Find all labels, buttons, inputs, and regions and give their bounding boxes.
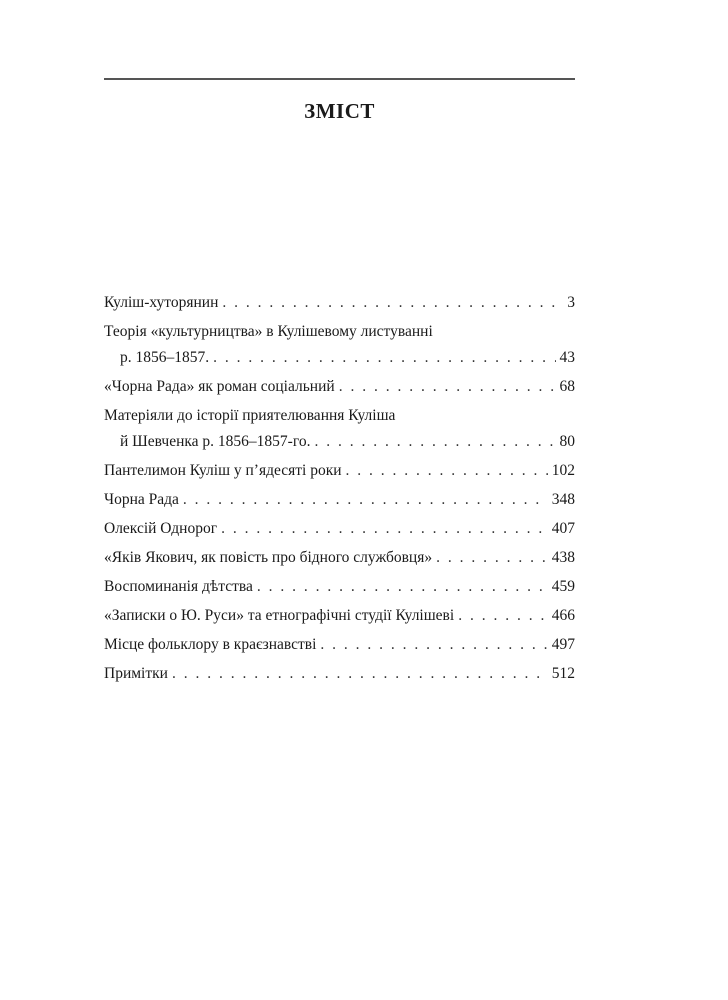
- toc-entry: [104, 545, 575, 571]
- toc-entry: [104, 403, 575, 455]
- toc-entry-title: Олексій Однорог: [104, 520, 218, 537]
- toc-line: [104, 458, 575, 484]
- toc-page-number: 512: [551, 665, 575, 682]
- toc-entry-title: «Яків Якович, як повість про бідного службовця»: [104, 549, 433, 566]
- toc-line: [104, 374, 575, 400]
- dot-leader: [213, 345, 555, 371]
- toc-line: [104, 632, 575, 658]
- toc-line: [104, 487, 575, 513]
- toc-page-number: 466: [551, 607, 575, 624]
- dot-leader: [458, 603, 548, 629]
- page-title: ЗМІСТ: [304, 99, 375, 123]
- toc-page-number: 68: [559, 378, 575, 395]
- toc-entry-title: Примітки: [104, 665, 168, 682]
- toc-entry-title: «Записки о Ю. Руси» та етнографічні студії Кулішеві: [104, 607, 455, 624]
- toc-entry-title: Куліш-хуторянин: [104, 294, 219, 311]
- toc-entry: [104, 661, 575, 687]
- toc-line: [104, 574, 575, 600]
- toc-entry-title: Місце фольклору в краєзнавстві: [104, 636, 317, 653]
- toc-page-number: 43: [559, 349, 575, 366]
- toc-entry-title: Матеріяли до історії приятелювання Куліша: [104, 407, 396, 424]
- toc-page-number: 497: [551, 636, 575, 653]
- dot-leader: [172, 661, 548, 687]
- toc-entry-title: Пантелимон Куліш у п’ядесяті роки: [104, 462, 342, 479]
- toc-entry-title: Воспоминанія дѣтства: [104, 578, 253, 595]
- toc-page-number: 348: [551, 491, 575, 508]
- toc-line: [104, 603, 575, 629]
- toc-line: [104, 403, 575, 429]
- dot-leader: [314, 429, 555, 455]
- toc-entry: [104, 487, 575, 513]
- toc-entry: [104, 516, 575, 542]
- table-of-contents: [104, 290, 575, 690]
- toc-entry-title-cont: р. 1856–1857.: [120, 349, 210, 366]
- toc-page-number: 3: [567, 294, 575, 311]
- toc-entry: [104, 319, 575, 371]
- toc-page-number: 438: [551, 549, 575, 566]
- dot-leader: [221, 516, 548, 542]
- dot-leader: [346, 458, 548, 484]
- toc-entry-title: Теорія «культурництва» в Кулішевому листуванні: [104, 323, 433, 340]
- toc-line: [104, 319, 575, 345]
- toc-page-number: 80: [559, 433, 575, 450]
- toc-entry: [104, 632, 575, 658]
- header-rule: [104, 78, 575, 80]
- toc-line: [104, 661, 575, 687]
- toc-entry-title: «Чорна Рада» як роман соціальний: [104, 378, 335, 395]
- toc-page-number: 459: [551, 578, 575, 595]
- dot-leader: [222, 290, 561, 316]
- toc-entry-title-cont: й Шевченка р. 1856–1857-го.: [120, 433, 311, 450]
- toc-entry: [104, 574, 575, 600]
- toc-entry: [104, 374, 575, 400]
- toc-page-number: 407: [551, 520, 575, 537]
- dot-leader: [339, 374, 556, 400]
- toc-line: [104, 545, 575, 571]
- toc-page-number: 102: [551, 462, 575, 479]
- dot-leader: [320, 632, 547, 658]
- toc-entry-title: Чорна Рада: [104, 491, 179, 508]
- toc-entry: [104, 603, 575, 629]
- toc-line: [104, 516, 575, 542]
- toc-entry: [104, 290, 575, 316]
- toc-line: [104, 290, 575, 316]
- toc-line-continuation: [104, 429, 575, 455]
- toc-entry: [104, 458, 575, 484]
- dot-leader: [183, 487, 548, 513]
- dot-leader: [436, 545, 548, 571]
- dot-leader: [257, 574, 548, 600]
- toc-line-continuation: [104, 345, 575, 371]
